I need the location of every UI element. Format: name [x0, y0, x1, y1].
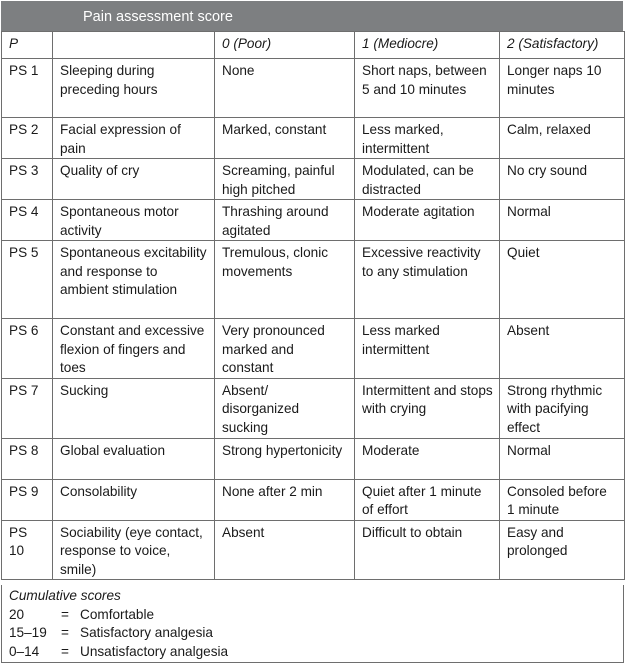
row-code: PS 5: [2, 241, 53, 319]
row-mediocre: Difficult to obtain: [355, 520, 500, 580]
pain-score-table: [1, 31, 625, 580]
row-item: Sociability (eye contact, response to voice, smile): [53, 520, 215, 580]
row-mediocre: Quiet after 1 minute of effort: [355, 479, 500, 520]
row-satisfactory: Longer naps 10 minutes: [500, 59, 625, 118]
table-row: [2, 520, 625, 580]
row-satisfactory: Calm, relaxed: [500, 118, 625, 159]
row-poor: Absent: [215, 520, 355, 580]
score-label: Comfortable: [80, 606, 155, 622]
row-item: Sucking: [53, 378, 215, 438]
row-mediocre: Moderate: [355, 438, 500, 479]
row-mediocre: Modulated, can be distracted: [355, 159, 500, 200]
header-cell-satisfactory: 2 (Satisfactory): [500, 32, 625, 59]
score-range: 15–19: [9, 625, 47, 640]
row-item: Constant and excessive flexion of fingers and toes: [53, 319, 215, 379]
row-satisfactory: Normal: [500, 200, 625, 241]
row-poor: Very pronounced marked and constant: [215, 319, 355, 379]
score-row: [9, 606, 623, 625]
row-satisfactory: Consoled before 1 minute: [500, 479, 625, 520]
table-row: [2, 200, 625, 241]
row-item: Facial expression of pain: [53, 118, 215, 159]
header-row: [2, 32, 625, 59]
title-bar: [1, 1, 623, 31]
row-poor: Screaming, painful high pitched: [215, 159, 355, 200]
equals-sign: =: [61, 606, 69, 622]
table-row: [2, 159, 625, 200]
score-range: 20: [9, 606, 25, 622]
row-satisfactory: Quiet: [500, 241, 625, 319]
row-item: Spontaneous excitability and response to ambient stimulation: [53, 241, 215, 319]
row-poor: Absent/ disorganized sucking: [215, 378, 355, 438]
row-poor: Thrashing around agitated: [215, 200, 355, 241]
row-satisfactory: Easy and prolonged: [500, 520, 625, 580]
footer-title: Cumulative scores: [9, 588, 121, 603]
row-poor: Marked, constant: [215, 118, 355, 159]
header-cell-mediocre: 1 (Mediocre): [355, 32, 500, 59]
row-code: PS 4: [2, 200, 53, 241]
table-row: [2, 479, 625, 520]
score-range: 0–14: [9, 643, 40, 659]
equals-sign: =: [61, 625, 69, 640]
row-satisfactory: Strong rhythmic with pacifying effect: [500, 378, 625, 438]
row-item: Consolability: [53, 479, 215, 520]
table-row: [2, 438, 625, 479]
row-item: Quality of cry: [53, 159, 215, 200]
row-code: PS 6: [2, 319, 53, 379]
row-poor: None after 2 min: [215, 479, 355, 520]
header-cell-poor: 0 (Poor): [215, 32, 355, 59]
equals-sign: =: [61, 643, 69, 659]
score-row: [9, 643, 623, 662]
row-satisfactory: No cry sound: [500, 159, 625, 200]
score-label: Unsatisfactory analgesia: [80, 643, 229, 659]
table-row: [2, 59, 625, 118]
row-code: PS 2: [2, 118, 53, 159]
row-satisfactory: Normal: [500, 438, 625, 479]
row-item: Spontaneous motor activity: [53, 200, 215, 241]
row-mediocre: Less marked intermittent: [355, 319, 500, 379]
row-mediocre: Excessive reactivity to any stimulation: [355, 241, 500, 319]
row-item: Sleeping during preceding hours: [53, 59, 215, 118]
score-label: Satisfactory analgesia: [80, 625, 213, 640]
table-row: [2, 118, 625, 159]
row-poor: Strong hypertonicity: [215, 438, 355, 479]
table-row: [2, 319, 625, 379]
row-code: PS 9: [2, 479, 53, 520]
row-mediocre: Intermittent and stops with crying: [355, 378, 500, 438]
row-satisfactory: Absent: [500, 319, 625, 379]
row-code: PS 10: [2, 520, 53, 580]
row-code: PS 7: [2, 378, 53, 438]
row-code: PS 3: [2, 159, 53, 200]
header-cell-p: P: [2, 32, 53, 59]
header-cell-item: [53, 32, 215, 59]
row-poor: Tremulous, clonic movements: [215, 241, 355, 319]
row-code: PS 8: [2, 438, 53, 479]
score-row: [9, 624, 623, 643]
row-mediocre: Moderate agitation: [355, 200, 500, 241]
row-item: Global evaluation: [53, 438, 215, 479]
table-title: Pain assessment score: [83, 9, 233, 25]
row-mediocre: Less marked, intermittent: [355, 118, 500, 159]
cumulative-scores-footer: [1, 585, 624, 663]
table-row: [2, 241, 625, 319]
table-row: [2, 378, 625, 438]
row-code: PS 1: [2, 59, 53, 118]
row-mediocre: Short naps, between 5 and 10 minutes: [355, 59, 500, 118]
row-poor: None: [215, 59, 355, 118]
